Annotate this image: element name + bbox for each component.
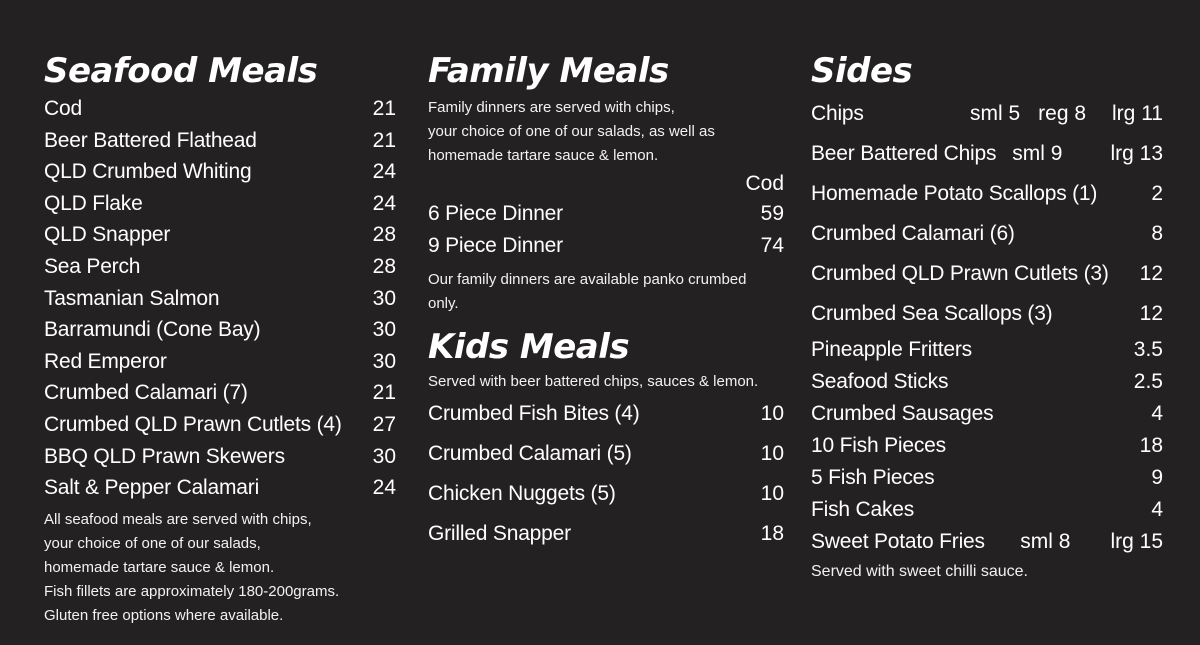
size-prices bbox=[1020, 526, 1163, 558]
menu-item-name: Homemade Potato Scallops (1) bbox=[811, 182, 1098, 205]
menu-item-name: Red Emperor bbox=[44, 349, 167, 373]
seafood-meals-title: Seafood Meals bbox=[44, 51, 318, 91]
menu-item-name: Crumbed Fish Bites (4) bbox=[428, 402, 640, 425]
menu-item-name: Cod bbox=[44, 97, 82, 120]
menu-item-price: 18 bbox=[760, 522, 784, 545]
menu-item-price: 30 bbox=[372, 444, 396, 468]
menu-item-name: Sweet Potato Fries bbox=[811, 530, 985, 553]
note-line: Family dinners are served with chips, bbox=[428, 99, 675, 116]
menu-item-name: Chips bbox=[811, 102, 864, 125]
menu-item bbox=[428, 514, 784, 554]
menu-item bbox=[811, 254, 1163, 294]
menu-item-name: Crumbed QLD Prawn Cutlets (3) bbox=[811, 262, 1109, 285]
menu-item-price: 3.5 bbox=[1133, 338, 1163, 361]
family-footnote bbox=[428, 268, 784, 316]
menu-item-price: 59 bbox=[760, 202, 784, 225]
menu-item-name: Crumbed Calamari (6) bbox=[811, 222, 1015, 245]
menu-item bbox=[44, 441, 396, 473]
menu-item-price: 30 bbox=[372, 349, 396, 373]
sides-section bbox=[811, 50, 1163, 584]
kids-meals-title: Kids Meals bbox=[428, 327, 630, 367]
menu-item-price: 21 bbox=[372, 97, 396, 120]
size-price-small: sml 5 bbox=[969, 102, 1021, 125]
menu-item bbox=[44, 377, 396, 409]
note-line: Gluten free options where available. bbox=[44, 606, 284, 624]
menu-item-name: Fish Cakes bbox=[811, 498, 915, 521]
menu-item bbox=[811, 294, 1163, 334]
menu-item-name: Grilled Snapper bbox=[428, 522, 571, 545]
menu-item bbox=[44, 125, 396, 157]
size-price-small: sml 9 bbox=[1012, 142, 1063, 165]
menu-item-price: 18 bbox=[1139, 434, 1163, 457]
menu-item-name: Crumbed Calamari (5) bbox=[428, 442, 632, 465]
menu-item-name: QLD Crumbed Whiting bbox=[44, 160, 252, 184]
size-price-large: lrg 13 bbox=[1110, 142, 1163, 165]
note-line: only. bbox=[428, 295, 459, 312]
note-line: homemade tartare sauce & lemon. bbox=[44, 558, 275, 576]
note-line: Fish fillets are approximately 180-200grams. bbox=[44, 582, 340, 600]
menu-item-price: 12 bbox=[1139, 262, 1163, 285]
menu-item-price: 30 bbox=[372, 318, 396, 342]
menu-item-name: Crumbed Sea Scallops (3) bbox=[811, 302, 1053, 325]
menu-item bbox=[44, 472, 396, 504]
menu-item bbox=[428, 198, 784, 230]
menu-item bbox=[44, 314, 396, 346]
menu-item bbox=[811, 430, 1163, 462]
menu-item bbox=[811, 366, 1163, 398]
menu-item bbox=[811, 526, 1163, 558]
size-price-large: lrg 15 bbox=[1110, 530, 1163, 553]
size-prices bbox=[1012, 134, 1163, 174]
menu-item bbox=[44, 188, 396, 220]
menu-item-price: 27 bbox=[372, 412, 396, 436]
menu-item bbox=[44, 283, 396, 315]
size-prices bbox=[970, 94, 1163, 134]
menu-item-name: Tasmanian Salmon bbox=[44, 286, 220, 310]
menu-item bbox=[44, 346, 396, 378]
menu-item-name: Crumbed QLD Prawn Cutlets (4) bbox=[44, 412, 342, 436]
menu-item-name: QLD Flake bbox=[44, 191, 143, 215]
menu-item-name: 6 Piece Dinner bbox=[428, 202, 563, 225]
menu-item bbox=[811, 334, 1163, 366]
sides-note: Served with sweet chilli sauce. bbox=[811, 563, 1028, 580]
kids-menu-list bbox=[428, 394, 784, 554]
menu-item bbox=[811, 174, 1163, 214]
menu-item-price: 9 bbox=[1151, 466, 1163, 489]
menu-item bbox=[428, 474, 784, 514]
menu-item-price: 74 bbox=[760, 234, 784, 257]
menu-item bbox=[44, 409, 396, 441]
family-menu-list bbox=[428, 198, 784, 262]
size-price-regular: reg 8 bbox=[1038, 102, 1087, 125]
family-kids-section bbox=[428, 50, 784, 554]
menu-item-price: 21 bbox=[372, 128, 396, 152]
menu-item-name: Chicken Nuggets (5) bbox=[428, 482, 616, 505]
family-meals-title: Family Meals bbox=[428, 51, 669, 91]
family-intro bbox=[428, 96, 784, 168]
menu-item bbox=[428, 230, 784, 262]
menu-item bbox=[44, 251, 396, 283]
sides-menu-list bbox=[811, 94, 1163, 558]
note-line: your choice of one of our salads, bbox=[44, 534, 261, 552]
menu-item-price: 28 bbox=[372, 223, 396, 247]
menu-item bbox=[811, 94, 1163, 134]
menu-item bbox=[44, 219, 396, 251]
menu-item-price: 4 bbox=[1151, 402, 1163, 425]
menu-item-name: Pineapple Fritters bbox=[811, 338, 972, 361]
menu-item-name: 9 Piece Dinner bbox=[428, 234, 563, 257]
menu-item-price: 4 bbox=[1151, 498, 1163, 521]
menu-item-name: Beer Battered Chips bbox=[811, 142, 997, 165]
note-line: homemade tartare sauce & lemon. bbox=[428, 147, 659, 164]
menu-item bbox=[428, 394, 784, 434]
menu-item bbox=[44, 93, 396, 125]
menu-item-name: 10 Fish Pieces bbox=[811, 434, 946, 457]
kids-intro: Served with beer battered chips, sauces & lemon. bbox=[428, 373, 759, 390]
menu-item-price: 12 bbox=[1139, 302, 1163, 325]
menu-item-name: 5 Fish Pieces bbox=[811, 466, 935, 489]
menu-item-price: 2.5 bbox=[1133, 370, 1163, 393]
size-price-small: sml 8 bbox=[1020, 530, 1071, 553]
menu-item-price: 8 bbox=[1151, 222, 1163, 245]
seafood-menu-list bbox=[44, 93, 396, 504]
menu-item-name: Crumbed Sausages bbox=[811, 402, 994, 425]
menu-item bbox=[811, 398, 1163, 430]
menu-item-price: 10 bbox=[760, 402, 784, 425]
menu-item-name: Beer Battered Flathead bbox=[44, 128, 257, 152]
menu-item-name: QLD Snapper bbox=[44, 223, 171, 247]
menu-item-price: 24 bbox=[372, 476, 396, 500]
menu-item bbox=[44, 156, 396, 188]
note-line: All seafood meals are served with chips, bbox=[44, 510, 312, 528]
menu-item-price: 28 bbox=[372, 254, 396, 278]
menu-item-price: 10 bbox=[760, 482, 784, 505]
menu-item bbox=[811, 462, 1163, 494]
menu-item-name: Salt & Pepper Calamari bbox=[44, 476, 260, 500]
menu-item-name: Sea Perch bbox=[44, 254, 141, 278]
menu-item bbox=[428, 434, 784, 474]
menu-item-name: Crumbed Calamari (7) bbox=[44, 381, 248, 405]
menu-item-price: 24 bbox=[372, 191, 396, 215]
note-line: Our family dinners are available panko crumbed bbox=[428, 271, 747, 288]
menu-item-price: 21 bbox=[372, 381, 396, 405]
family-column-header: Cod bbox=[745, 172, 784, 195]
menu-item-price: 30 bbox=[372, 286, 396, 310]
seafood-meals-section bbox=[44, 50, 396, 628]
menu-item bbox=[811, 494, 1163, 526]
menu-item bbox=[811, 214, 1163, 254]
seafood-notes bbox=[44, 508, 396, 628]
sides-title: Sides bbox=[811, 51, 913, 91]
menu-item-price: 10 bbox=[760, 442, 784, 465]
menu-item-price: 24 bbox=[372, 160, 396, 184]
menu-item-price: 2 bbox=[1151, 182, 1163, 205]
menu-item-name: Seafood Sticks bbox=[811, 370, 949, 393]
size-price-large: lrg 11 bbox=[1112, 102, 1163, 125]
menu-item-name: Barramundi (Cone Bay) bbox=[44, 318, 261, 342]
note-line: your choice of one of our salads, as well as bbox=[428, 123, 715, 140]
menu-item-name: BBQ QLD Prawn Skewers bbox=[44, 444, 285, 468]
menu-item bbox=[811, 134, 1163, 174]
